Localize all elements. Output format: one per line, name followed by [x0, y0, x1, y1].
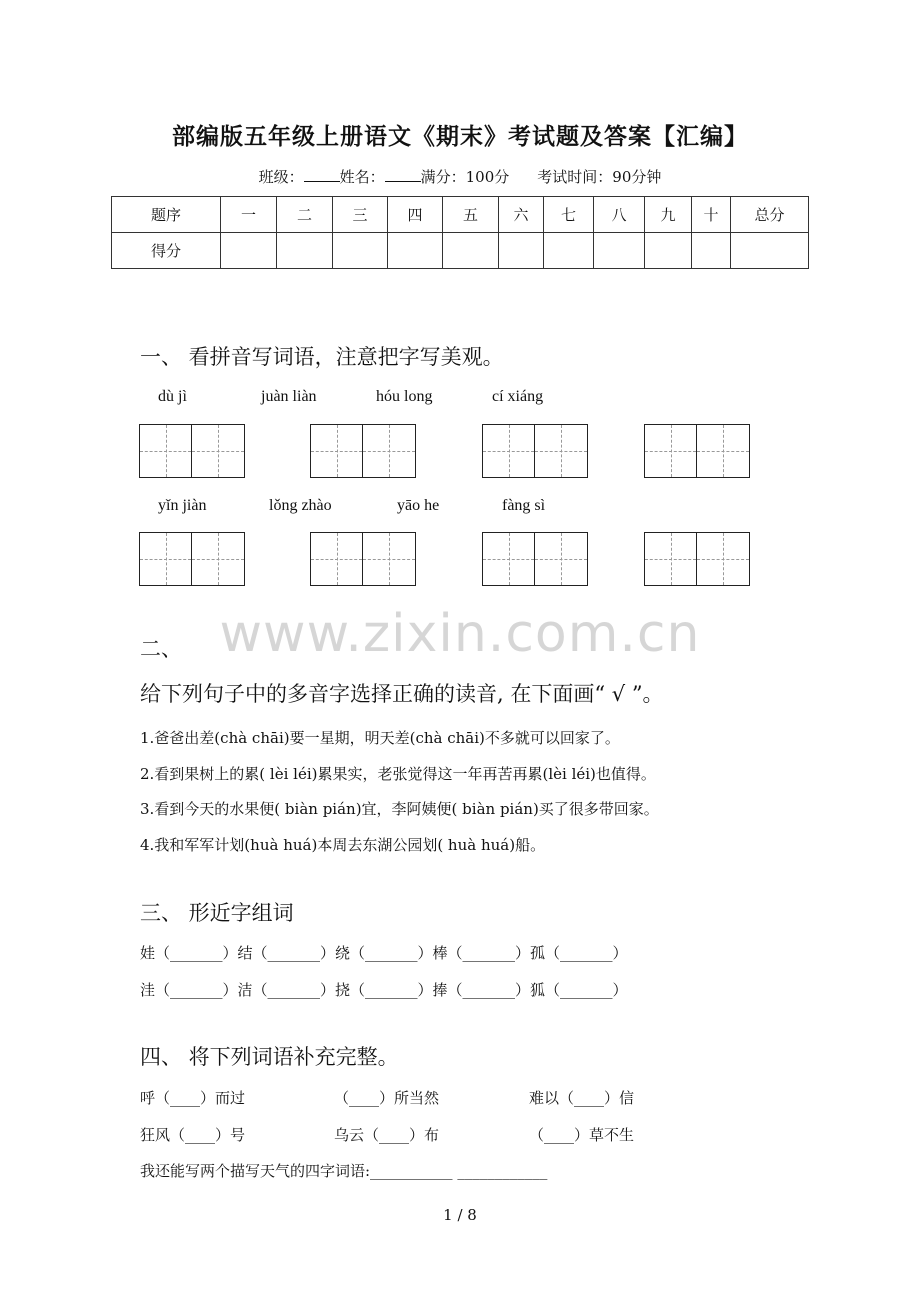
class-blank[interactable] [304, 167, 340, 182]
writing-grid[interactable] [139, 424, 245, 478]
score-cell[interactable] [443, 233, 499, 269]
section1-heading: 一、 看拼音写词语，注意把字写美观。 [140, 345, 504, 369]
writing-grid[interactable] [644, 424, 750, 478]
exam-time: 考试时间：90分钟 [537, 168, 662, 186]
pinyin-label: yǐn jiàn [158, 497, 207, 514]
pinyin-label: lǒng zhào [269, 497, 332, 514]
score-cell[interactable] [499, 233, 544, 269]
question-line: 1.爸爸出差(chà chāi)要一星期，明天差(chà chāi)不多就可以回家了。 [140, 729, 620, 747]
score-header-cell: 四 [388, 197, 443, 233]
section4-heading: 四、 将下列词语补充完整。 [140, 1045, 399, 1069]
pinyin-label: juàn liàn [261, 388, 317, 405]
score-header-cell: 二 [277, 197, 333, 233]
score-header-cell: 六 [499, 197, 544, 233]
pinyin-label: hóu long [376, 388, 433, 405]
question-line: 3.看到今天的水果便( biàn pián)宜，李阿姨便( biàn pián)买了很多带回家。 [140, 800, 659, 818]
pinyin-label: yāo he [397, 497, 440, 514]
page-number: 1 / 8 [443, 1206, 477, 1224]
score-cell[interactable] [221, 233, 277, 269]
section2-heading: 二、 [140, 637, 182, 661]
section2-instruction: 给下列句子中的多音字选择正确的读音, 在下面画“ √ ”。 [140, 682, 664, 706]
score-cell[interactable] [645, 233, 692, 269]
info-line [0, 166, 920, 187]
writing-grid[interactable] [310, 532, 416, 586]
score-cell[interactable] [333, 233, 388, 269]
score-table [111, 196, 809, 269]
writing-grid[interactable] [644, 532, 750, 586]
idiom-item: 狂风（____）号 [140, 1126, 246, 1144]
score-header-cell: 总分 [731, 197, 809, 233]
pinyin-label: dù jì [158, 388, 187, 405]
idiom-item: （____）所当然 [334, 1089, 440, 1107]
score-cell[interactable] [692, 233, 731, 269]
name-label: 姓名： [339, 168, 385, 186]
idiom-item: 呼（____）而过 [140, 1089, 246, 1107]
extra-line: 我还能写两个描写天气的四字词语:___________ ____________ [140, 1162, 548, 1180]
word-group-line: 洼（_______）洁（_______）挠（_______）捧（_______）狐（_______） [140, 981, 628, 999]
score-row-label: 得分 [112, 233, 221, 269]
score-cell[interactable] [388, 233, 443, 269]
score-value-row [112, 233, 809, 269]
score-cell[interactable] [277, 233, 333, 269]
score-header-cell: 题序 [112, 197, 221, 233]
page-title: 部编版五年级上册语文《期末》考试题及答案【汇编】 [172, 123, 748, 150]
score-cell[interactable] [594, 233, 645, 269]
class-label: 班级： [258, 168, 304, 186]
pinyin-label: cí xiáng [492, 388, 544, 405]
pinyin-label: fàng sì [502, 497, 546, 514]
score-header-cell: 九 [645, 197, 692, 233]
watermark: www.zixin.com.cn [219, 604, 701, 664]
question-line: 2.看到果树上的累( lèi léi)累果实，老张觉得这一年再苦再累(lèi léi)也值得。 [140, 765, 656, 783]
full-score: 满分：100分 [420, 168, 510, 186]
writing-grid[interactable] [482, 424, 588, 478]
idiom-item: 乌云（____）布 [334, 1126, 440, 1144]
writing-grid[interactable] [482, 532, 588, 586]
idiom-item: （____）草不生 [529, 1126, 635, 1144]
score-cell[interactable] [544, 233, 594, 269]
score-header-cell: 十 [692, 197, 731, 233]
score-header-row [112, 197, 809, 233]
word-group-line: 娃（_______）结（_______）绕（_______）棒（_______）孤（_______） [140, 944, 628, 962]
score-header-cell: 七 [544, 197, 594, 233]
score-header-cell: 八 [594, 197, 645, 233]
score-header-cell: 一 [221, 197, 277, 233]
score-header-cell: 五 [443, 197, 499, 233]
question-line: 4.我和军军计划(huà huá)本周去东湖公园划( huà huá)船。 [140, 836, 546, 854]
idiom-item: 难以（____）信 [529, 1089, 635, 1107]
writing-grid[interactable] [310, 424, 416, 478]
name-blank[interactable] [385, 167, 421, 182]
writing-grid[interactable] [139, 532, 245, 586]
section3-heading: 三、 形近字组词 [140, 901, 294, 925]
score-header-cell: 三 [333, 197, 388, 233]
score-cell[interactable] [731, 233, 809, 269]
